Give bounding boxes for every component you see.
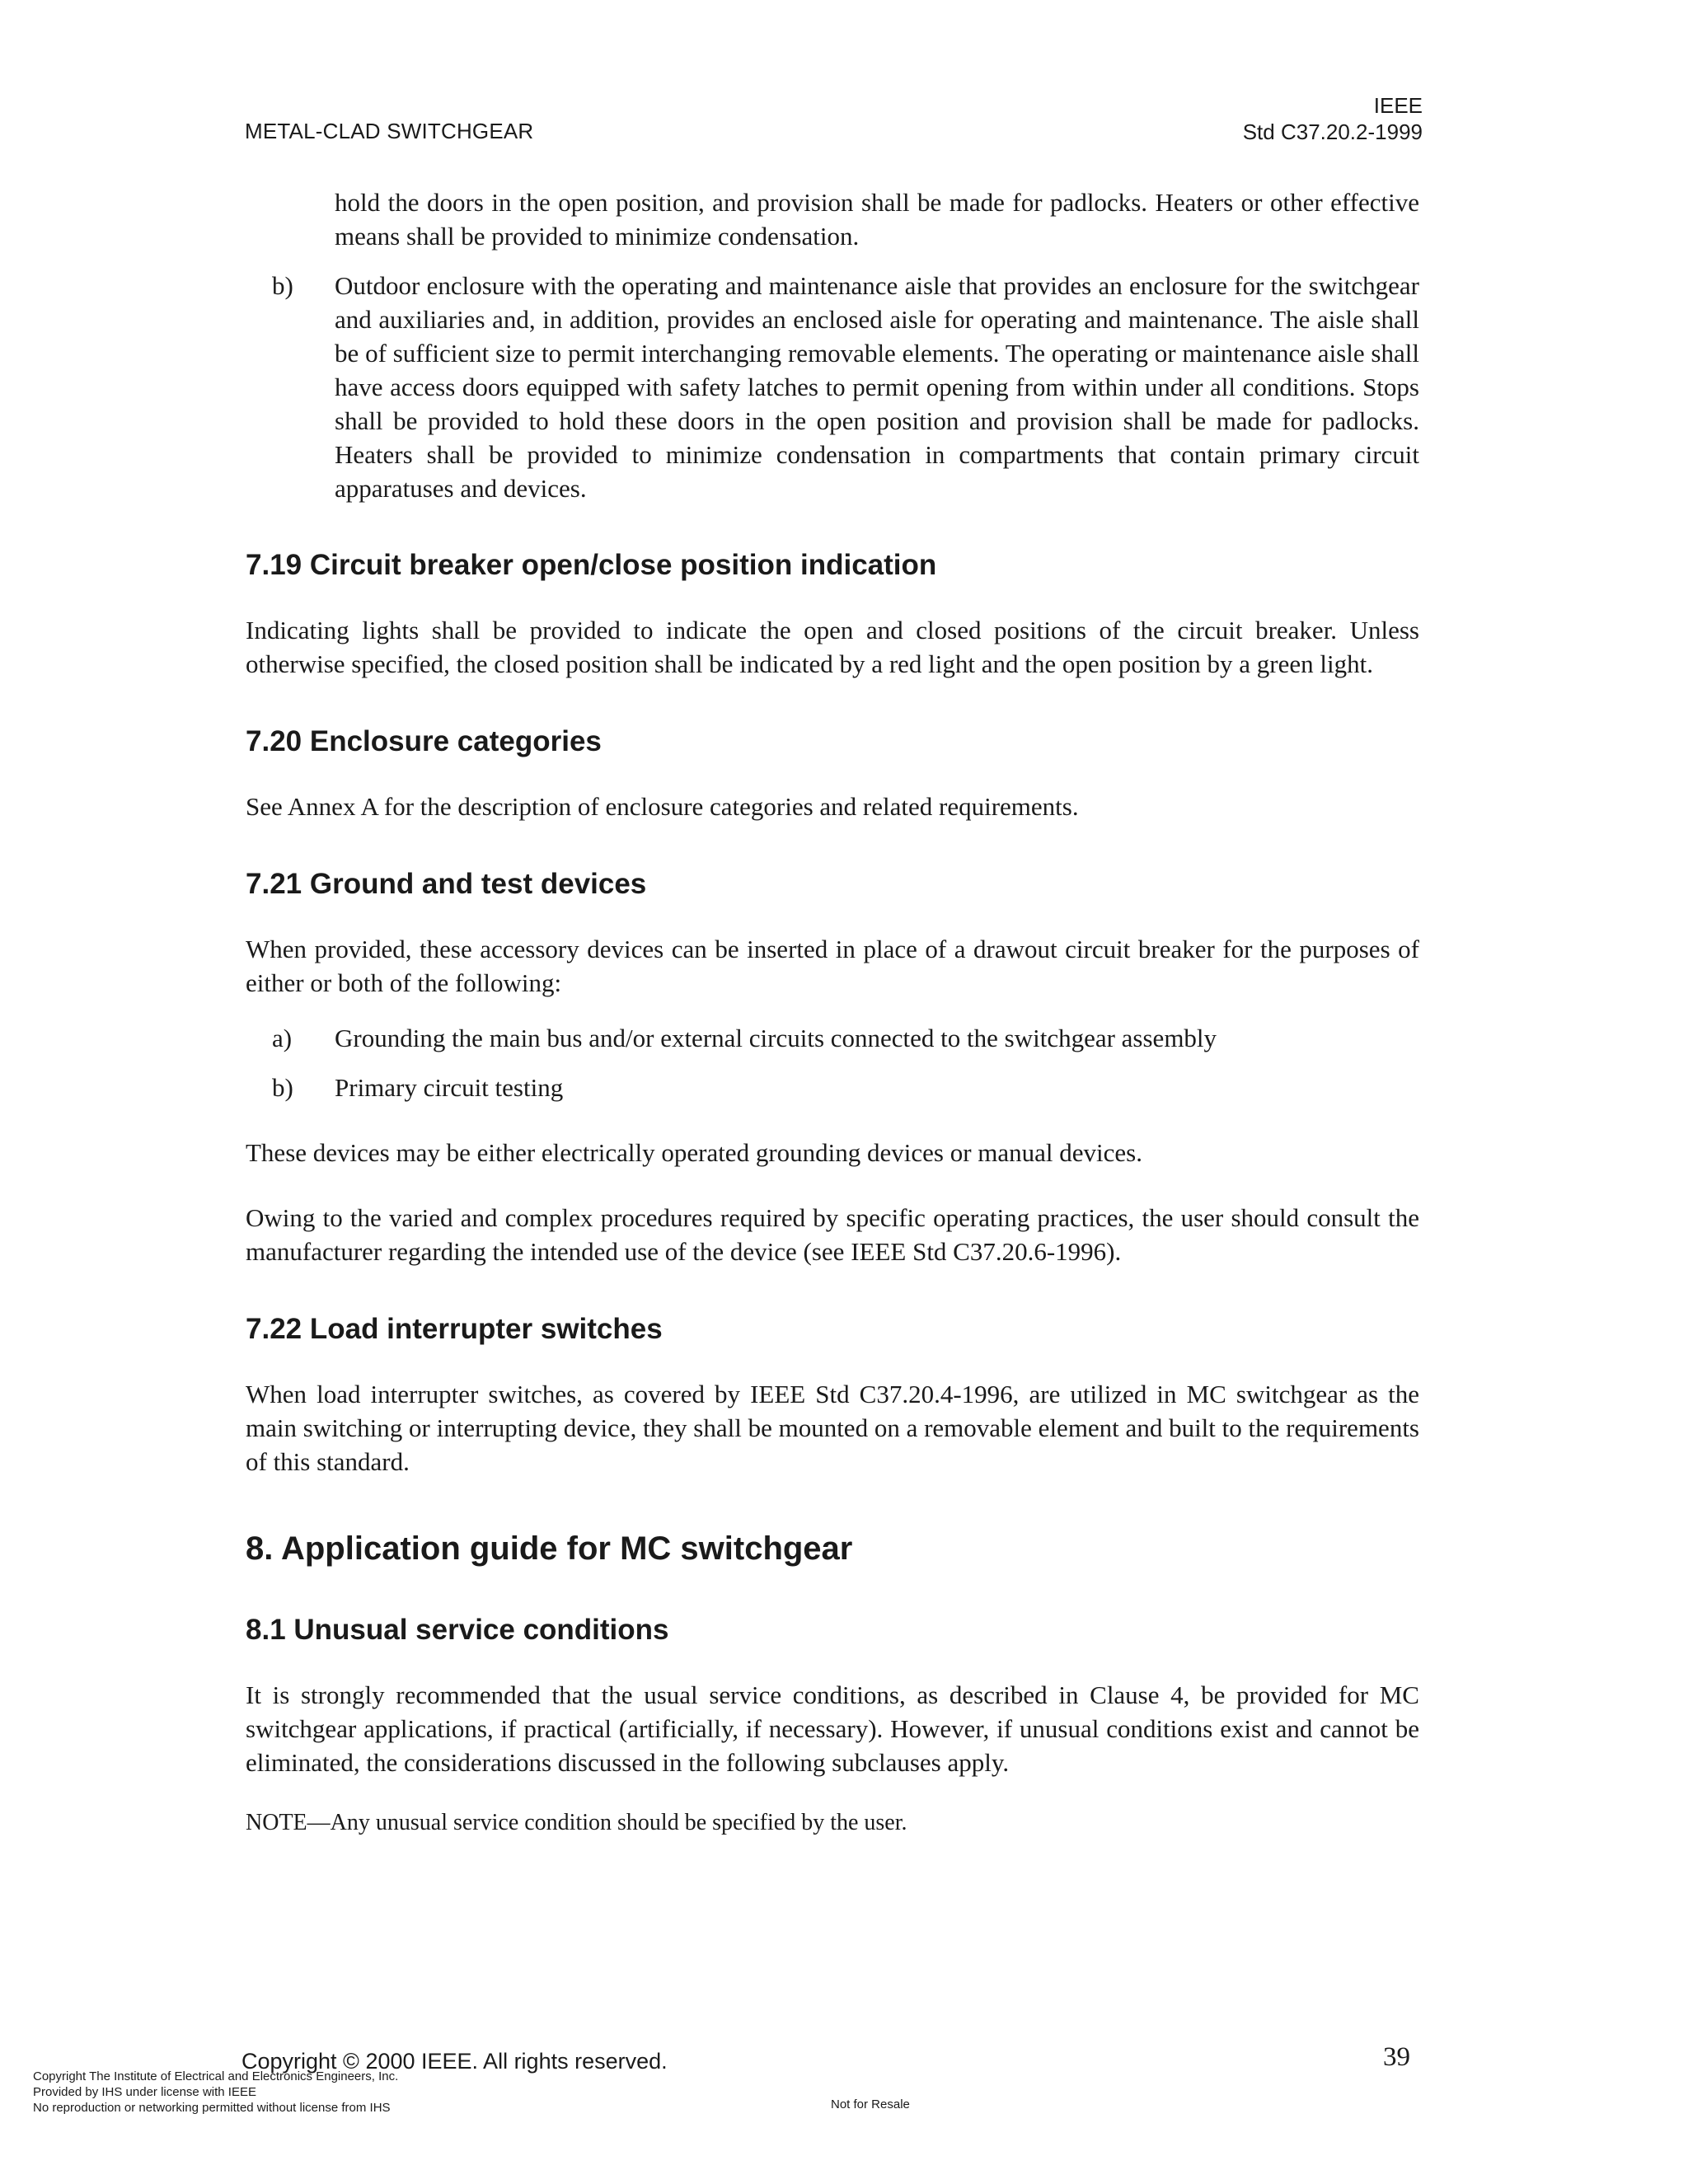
section-heading-7-20: 7.20 Enclosure categories — [246, 725, 602, 757]
paragraph: It is strongly recommended that the usual service conditions, as described in Clause 4, be provided for MC switchgear applications, if practical (artificially, if necessary). However, if unusual conditions exist and cannot be eliminated, the considerations discussed in the following subclauses apply. — [246, 1680, 1419, 1777]
running-header-title: METAL-CLAD SWITCHGEAR — [245, 119, 534, 143]
page-number: 39 — [1383, 2042, 1410, 2072]
list-marker: a) — [272, 1024, 293, 1052]
paragraph: Indicating lights shall be provided to indicate the open and closed positions of the circuit breaker. Unless otherwise specified, the closed position shall be indicated by a red light and the open position by a green light. — [246, 616, 1419, 678]
list-item-text: Grounding the main bus and/or external circuits connected to the switchgear assembly — [335, 1024, 1217, 1052]
list-item-outdoor-enclosure — [246, 269, 1419, 505]
note: NOTE—Any unusual service condition should be specified by the user. — [246, 1810, 907, 1835]
header-ieee: IEEE — [1373, 93, 1423, 118]
paragraph: When provided, these accessory devices can be inserted in place of a drawout circuit breaker for the purposes of either or both of the following: — [246, 935, 1419, 997]
section-heading-7-19: 7.19 Circuit breaker open/close position indication — [246, 549, 937, 581]
page-body — [246, 185, 1419, 1838]
list-item-text: Outdoor enclosure with the operating and maintenance aisle that provides an enclosure for the switchgear and auxiliaries and, in addition, provides an enclosed aisle for operating and maintenance. The aisle shall be of sufficient size to permit interchanging removable elements. The operating or maintenance aisle shall have access doors equipped with safety latches to permit opening from within under all conditions. Stops shall be provided to hold these doors in the open position and provision shall be made for padlocks. Heaters shall be provided to minimize condensation in compartments that contain primary circuit apparatuses and devices. — [335, 271, 1419, 503]
license-line: Copyright The Institute of Electrical and Electronics Engineers, Inc. — [33, 2069, 399, 2083]
license-line: No reproduction or networking permitted without license from IHS — [33, 2101, 391, 2115]
list-item-grounding — [246, 1021, 1419, 1055]
paragraph: When load interrupter switches, as covered by IEEE Std C37.20.4-1996, are utilized in MC switchgear as the main switching or interrupting device, they shall be mounted on a removable element and built to the requirements of this standard. — [246, 1380, 1419, 1476]
paragraph: These devices may be either electrically operated grounding devices or manual devices. — [246, 1138, 1142, 1167]
continuation-text: hold the doors in the open position, and provision shall be made for padlocks. Heaters or other effective means shall be provided to minimize condensation. — [335, 188, 1419, 251]
list-marker: b) — [272, 271, 293, 300]
list-item-text: Primary circuit testing — [335, 1073, 564, 1102]
list-marker: b) — [272, 1073, 293, 1102]
clause-heading-8: 8. Application guide for MC switchgear — [246, 1530, 853, 1567]
paragraph: See Annex A for the description of enclosure categories and related requirements. — [246, 792, 1079, 821]
list-item-primary-testing — [246, 1071, 1419, 1104]
section-heading-8-1: 8.1 Unusual service conditions — [246, 1614, 669, 1646]
footer-copyright: Copyright © 2000 IEEE. All rights reserved. — [241, 2049, 668, 2074]
not-for-resale: Not for Resale — [831, 2097, 910, 2111]
list-item-continuation — [246, 185, 1419, 253]
section-heading-7-21: 7.21 Ground and test devices — [246, 868, 647, 900]
paragraph: Owing to the varied and complex procedures required by specific operating practices, the user should consult the manufacturer regarding the intended use of the device (see IEEE Std C37.20.6-1996). — [246, 1203, 1419, 1266]
section-heading-7-22: 7.22 Load interrupter switches — [246, 1313, 663, 1345]
header-std-number: Std C37.20.2-1999 — [1242, 120, 1423, 144]
license-line: Provided by IHS under license with IEEE — [33, 2085, 256, 2099]
running-header-standard — [1243, 92, 1423, 145]
